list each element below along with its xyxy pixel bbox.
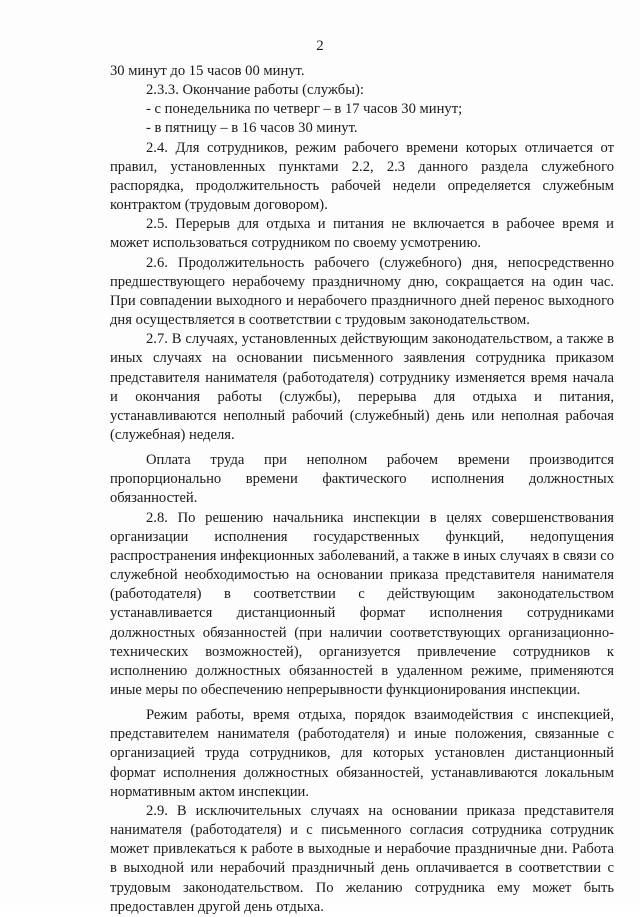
paragraph-time-continuation: 30 минут до 15 часов 00 минут. (110, 63, 305, 79)
list-item-friday: - в пятницу – в 16 часов 30 минут. (146, 120, 358, 137)
paragraph-2-8: 2.8. По решению начальника инспекции в целях совершенствования организации исполнения государственных функций, недопущения распространения инфекционных заболеваний, а также в иных случаях в связи со служебной необходимостью на основании приказа представителя нанимателя (работодателя) в соответствии с действующим законодательством устанавливается дистанционный формат исполнения сотрудниками должностных обязанностей (при наличии соответствующих организационно-технических возможностей), организуется привлечение сотрудников к исполнению должностных обязанностей в удаленном режиме, применяются иные меры по обеспечению непрерывности функционирования инспекции. (110, 509, 614, 698)
paragraph-2-5: 2.5. Перерыв для отдыха и питания не включается в рабочее время и может использоваться сотрудником по своему усмотрению. (110, 216, 614, 252)
document-body (110, 62, 614, 917)
paragraph-2-4: 2.4. Для сотрудников, режим рабочего времени которых отличается от правил, установленных пунктами 2.2, 2.3 данного раздела служебного распорядка, продолжительность рабочей недели определяется служебным контрактом (трудовым договором). (110, 139, 614, 214)
paragraph-2-6: 2.6. Продолжительность рабочего (служебного) дня, непосредственно предшествующего нерабочему праздничному дню, сокращается на один час. При совпадении выходного и нерабочего праздничного дней перенос выходного дня осуществляется в соответствии с трудовым законодательством. (110, 254, 614, 329)
paragraph-2-7: 2.7. В случаях, установленных действующим законодательством, а также в иных случаях на основании письменного заявления сотрудника приказом представителя нанимателя (работодателя) сотруднику изменяется время начала и окончания работы (службы), перерыва для отдыха и питания, устанавливаются неполный рабочий (служебный) день или неполная рабочая (служебная) неделя. (110, 331, 614, 443)
list-item-mon-thu: - с понедельника по четверг – в 17 часов 30 минут; (146, 101, 463, 118)
paragraph-2-9: 2.9. В исключительных случаях на основании приказа представителя нанимателя (работодателя) и с письменного согласия сотрудника сотрудник может привлекаться к работе в выходные и нерабочие праздничные дни. Работа в выходной или нерабочий праздничный день оплачивается в соответствии с трудовым законодательством. По желанию сотрудника ему может быть предоставлен другой день отдыха. (110, 802, 614, 915)
paragraph-part-time-pay: Оплата труда при неполном рабочем времени производится пропорционально времени фактического исполнения должностных обязанностей. (110, 452, 614, 507)
paragraph-2-3-3: 2.3.3. Окончание работы (службы): (146, 82, 364, 99)
page-number: 2 (316, 38, 324, 54)
paragraph-remote-regime: Режим работы, время отдыха, порядок взаимодействия с инспекцией, представителем нанимателя (работодателя) и иные положения, связанные с организацией труда сотрудников, для которых установлен дистанционный формат исполнения должностных обязанностей, устанавливаются локальным нормативным актом инспекции. (110, 707, 614, 800)
